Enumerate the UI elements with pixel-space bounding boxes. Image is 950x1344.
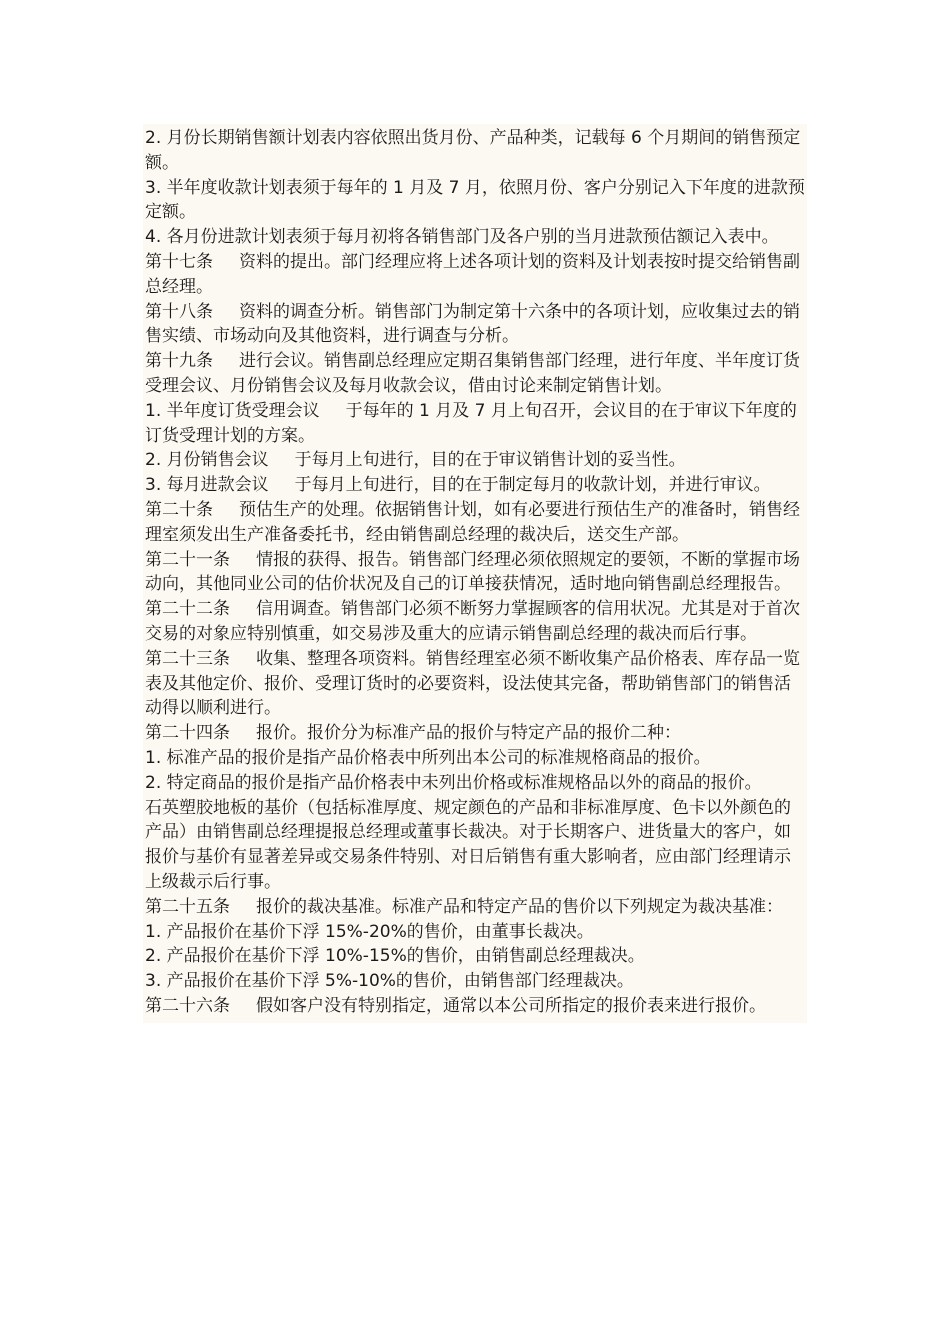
paragraph-text: 4. 各月份进款计划表须于每月初将各销售部门及各户别的当月进款预估额记入表中。 — [145, 227, 779, 248]
paragraph-text: 2. 特定商品的报价是指产品价格表中未列出价格或标准规格品以外的商品的报价。 — [145, 772, 762, 793]
paragraph-text: 于每月上旬进行，目的在于审议销售计划的妥当性。 — [294, 450, 686, 471]
document-text-block — [143, 124, 807, 1023]
paragraph-text: 资料的调查分析。销售部门为制定第十六条中的各项计划，应收集过去的销售实绩、市场动向及其他资料，进行调查与分析。 — [145, 301, 800, 347]
paragraph-heading: 1. 半年度订货受理会议 — [145, 400, 320, 421]
paragraph-heading: 第二十一条 — [145, 549, 230, 570]
document-paragraph — [145, 969, 807, 994]
paragraph-text: 假如客户没有特别指定，通常以本公司所指定的报价表来进行报价。 — [256, 995, 766, 1016]
document-paragraph — [145, 176, 807, 226]
paragraph-text: 报价。报价分为标准产品的报价与特定产品的报价二种： — [256, 723, 681, 744]
document-paragraph — [145, 597, 807, 647]
document-paragraph — [145, 746, 807, 771]
paragraph-text: 预估生产的处理。依据销售计划，如有必要进行预估生产的准备时，销售经理室须发出生产准备委托书，经由销售副总经理的裁决后，送交生产部。 — [145, 499, 800, 545]
document-paragraph — [145, 944, 807, 969]
document-paragraph — [145, 895, 807, 920]
document-paragraph — [145, 548, 807, 598]
paragraph-heading: 第十八条 — [145, 301, 213, 322]
document-paragraph — [145, 399, 807, 449]
paragraph-text: 于每月上旬进行，目的在于制定每月的收款计划，并进行审议。 — [294, 475, 771, 496]
document-paragraph — [145, 300, 807, 350]
paragraph-text: 1. 标准产品的报价是指产品价格表中所列出本公司的标准规格商品的报价。 — [145, 747, 711, 768]
paragraph-heading: 第二十二条 — [145, 599, 230, 620]
document-paragraph — [145, 126, 807, 176]
document-paragraph — [145, 448, 807, 473]
paragraph-text: 于每年的 1 月及 7 月上旬召开，会议目的在于审议下年度的订货受理计划的方案。 — [145, 400, 797, 446]
paragraph-heading: 第二十三条 — [145, 648, 230, 669]
paragraph-text: 报价的裁决基准。标准产品和特定产品的售价以下列规定为裁决基准： — [256, 896, 783, 917]
document-paragraph — [145, 994, 807, 1019]
document-paragraph — [145, 225, 807, 250]
paragraph-text: 情报的获得、报告。销售部门经理必须依照规定的要领，不断的掌握市场动向，其他同业公司的估价状况及自己的订单接获情况，适时地向销售副总经理报告。 — [145, 549, 800, 595]
paragraph-heading: 第十九条 — [145, 351, 213, 372]
document-paragraph — [145, 721, 807, 746]
paragraph-text: 2. 月份长期销售额计划表内容依照出货月份、产品种类，记载每 6 个月期间的销售预定额。 — [145, 128, 801, 173]
paragraph-heading: 第二十六条 — [145, 995, 230, 1016]
document-paragraph — [145, 498, 807, 548]
paragraph-text: 1. 产品报价在基价下浮 15%-20%的售价，由董事长裁决。 — [145, 921, 594, 942]
document-paragraph — [145, 920, 807, 945]
paragraph-heading: 2. 月份销售会议 — [145, 450, 269, 471]
document-paragraph — [145, 771, 807, 796]
paragraph-heading: 第二十四条 — [145, 723, 230, 744]
document-paragraph — [145, 796, 807, 895]
document-paragraph — [145, 250, 807, 300]
paragraph-text: 信用调查。销售部门必须不断努力掌握顾客的信用状况。尤其是对于首次交易的对象应特别慎重，如交易涉及重大的应请示销售副总经理的裁决而后行事。 — [145, 599, 800, 644]
paragraph-text: 石英塑胶地板的基价（包括标准厚度、规定颜色的产品和非标准厚度、色卡以外颜色的产品）由销售副总经理提报总经理或董事长裁决。对于长期客户、进货量大的客户，如报价与基价有显著差异或交易条件特别、对日后销售有重大影响者，应由部门经理请示上级裁示后行事。 — [145, 797, 791, 892]
paragraph-heading: 3. 每月进款会议 — [145, 475, 269, 496]
paragraph-text: 2. 产品报价在基价下浮 10%-15%的售价，由销售副总经理裁决。 — [145, 946, 645, 967]
paragraph-heading: 第二十五条 — [145, 896, 230, 917]
document-paragraph — [145, 349, 807, 399]
paragraph-text: 3. 半年度收款计划表须于每年的 1 月及 7 月，依照月份、客户分别记入下年度的进款预定额。 — [145, 177, 805, 223]
paragraph-text: 3. 产品报价在基价下浮 5%-10%的售价，由销售部门经理裁决。 — [145, 971, 634, 992]
paragraph-heading: 第十七条 — [145, 251, 213, 272]
document-paragraph — [145, 647, 807, 721]
paragraph-text: 进行会议。销售副总经理应定期召集销售部门经理，进行年度、半年度订货受理会议、月份销售会议及每月收款会议，借由讨论来制定销售计划。 — [145, 351, 800, 396]
paragraph-text: 资料的提出。部门经理应将上述各项计划的资料及计划表按时提交给销售副总经理。 — [145, 251, 800, 297]
paragraph-heading: 第二十条 — [145, 499, 213, 520]
paragraph-text: 收集、整理各项资料。销售经理室必须不断收集产品价格表、库存品一览表及其他定价、报价、受理订货时的必要资料，设法使其完备，帮助销售部门的销售活动得以顺利进行。 — [145, 648, 800, 719]
document-paragraph — [145, 473, 807, 498]
